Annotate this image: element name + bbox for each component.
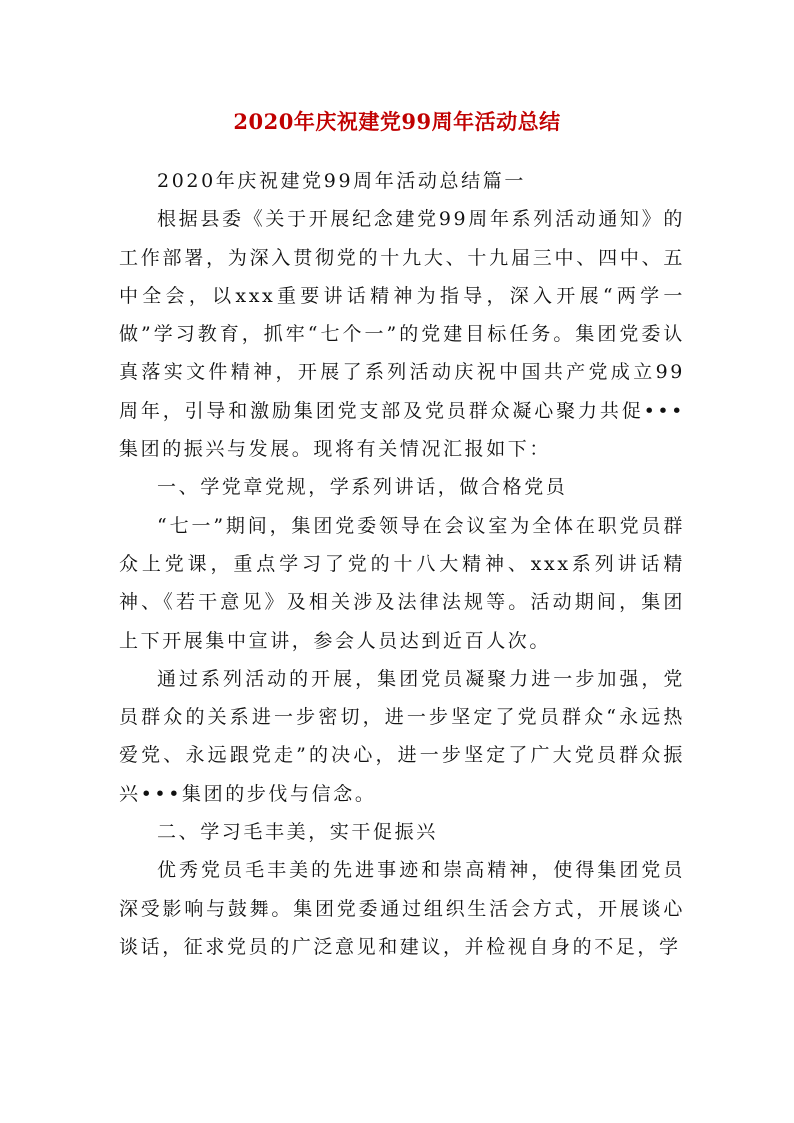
section-heading-1: 一、学党章党规，学系列讲话，做合格党员: [157, 476, 568, 499]
paragraph-intro: 根据县委《关于开展纪念建党99周年系列活动通知》的工作部署，为深入贯彻党的十九大、十九届三中、四中、五中全会，以xxx重要讲话精神为指导，深入开展“两学一做”学习教育，抓牢“七个一”的党建目标任务。集团党委认真落实文件精神，开展了系列活动庆祝中国共产党成立99周年，引导和激励集团党支部及党员群众凝心聚力共促•••集团的振兴与发展。现将有关情况汇报如下：: [119, 208, 685, 461]
paragraph-subtitle: 2020年庆祝建党99周年活动总结篇一: [157, 170, 526, 192]
document-body: [119, 162, 685, 966]
paragraph-section-1-b: 通过系列活动的开展，集团党员凝聚力进一步加强，党员群众的关系进一步密切，进一步坚定了党员群众“永远热爱党、永远跟党走”的决心，进一步坚定了广大党员群众振兴•••集团的步伐与信念。: [119, 667, 685, 805]
section-heading-2: 二、学习毛丰美，实干促振兴: [157, 821, 438, 844]
paragraph-section-2-a: 优秀党员毛丰美的先进事迹和崇高精神，使得集团党员深受影响与鼓舞。集团党委通过组织生活会方式，开展谈心谈话，征求党员的广泛意见和建议，并检视自身的不足，学: [119, 859, 685, 958]
document-title: 2020年庆祝建党99周年活动总结: [233, 109, 561, 134]
paragraph-section-1-a: “七一”期间，集团党委领导在会议室为全体在职党员群众上党课，重点学习了党的十八大精神、xxx系列讲话精神、《若干意见》及相关涉及法律法规等。活动期间，集团上下开展集中宣讲，参会人员达到近百人次。: [119, 514, 685, 652]
